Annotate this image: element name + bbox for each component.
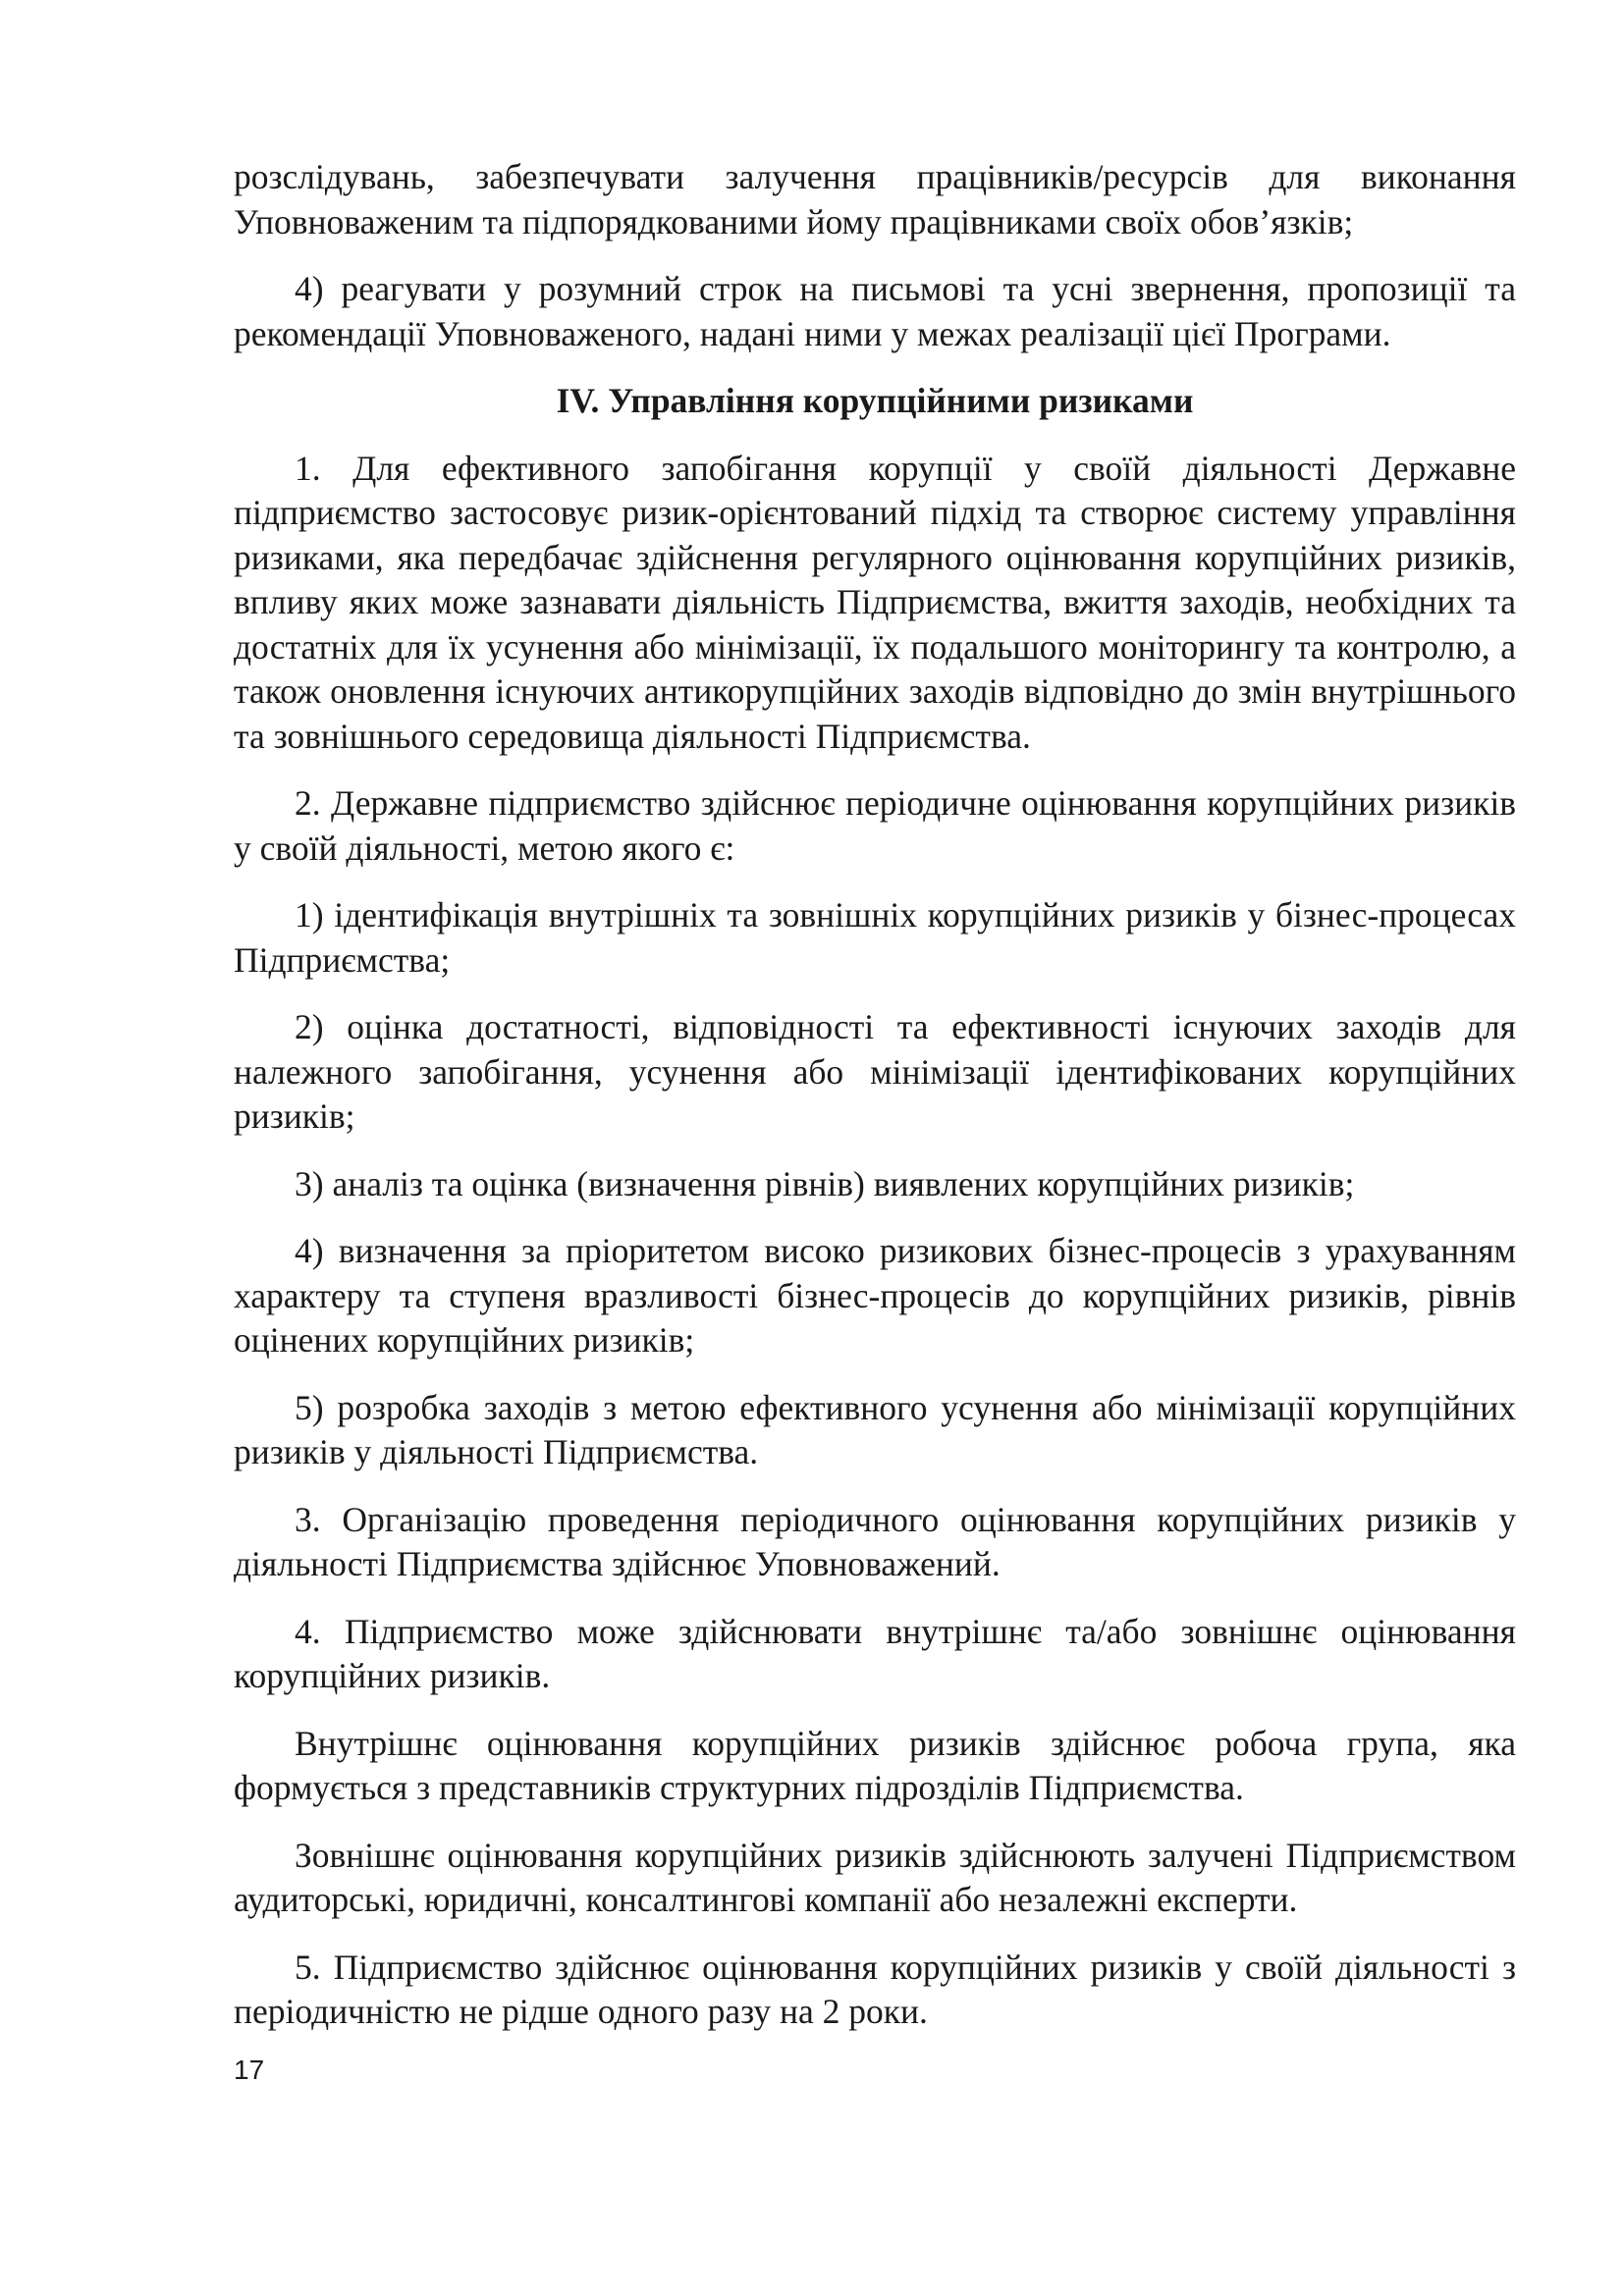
- section-paragraph-4: 4. Підприємство може здійснювати внутрішнє та/або зовнішнє оцінювання корупційних ризиків.: [234, 1611, 1516, 1695]
- paragraph-item-4: 4) реагувати у розумний строк на письмові та усні звернення, пропозиції та рекомендації Уповноваженого, надані ними у межах реалізації цієї Програми.: [234, 269, 1516, 353]
- list-item-3: 3) аналіз та оцінка (визначення рівнів) виявлених корупційних ризиків;: [295, 1163, 1355, 1203]
- internal-assessment-paragraph: Внутрішнє оцінювання корупційних ризиків здійснює робоча група, яка формується з представників структурних підрозділів Підприємства.: [234, 1723, 1516, 1807]
- list-item-2: 2) оцінка достатності, відповідності та ефективності існуючих заходів для належного запобігання, усунення або мінімізації ідентифікованих корупційних ризиків;: [234, 1007, 1516, 1136]
- section-paragraph-1: 1. Для ефективного запобігання корупції у своїй діяльності Державне підприємство застосовує ризик-орієнтований підхід та створює систему управління ризиками, яка передбачає здійснення регулярного оцінювання корупційних ризиків, впливу яких може зазнавати діяльність Підприємства, вжиття заходів, необхідних та достатніх для їх усунення або мінімізації, їх подальшого моніторингу та контролю, а також оновлення існуючих антикорупційних заходів відповідно до змін внутрішнього та зовнішнього середовища діяльності Підприємства.: [234, 448, 1516, 756]
- list-item-5: 5) розробка заходів з метою ефективного усунення або мінімізації корупційних ризиків у діяльності Підприємства.: [234, 1387, 1516, 1471]
- list-item-4: 4) визначення за пріоритетом високо ризикових бізнес-процесів з урахуванням характеру та ступеня вразливості бізнес-процесів до корупційних ризиків, рівнів оцінених корупційних ризиків;: [234, 1231, 1516, 1360]
- section-paragraph-2: 2. Державне підприємство здійснює періодичне оцінювання корупційних ризиків у своїй діяльності, метою якого є:: [234, 783, 1516, 868]
- list-item-1: 1) ідентифікація внутрішніх та зовнішніх корупційних ризиків у бізнес-процесах Підприємства;: [234, 895, 1516, 980]
- continuation-paragraph: розслідувань, забезпечувати залучення працівників/ресурсів для виконання Уповноваженим та підпорядкованими йому працівниками своїх обов’язків;: [234, 157, 1516, 241]
- section-paragraph-5: 5. Підприємство здійснює оцінювання корупційних ризиків у своїй діяльності з періодичністю не рідше одного разу на 2 роки.: [234, 1947, 1516, 2031]
- external-assessment-paragraph: Зовнішнє оцінювання корупційних ризиків здійснюють залучені Підприємством аудиторські, юридичні, консалтингові компанії або незалежні експерти.: [234, 1835, 1516, 1919]
- page-number: 17: [234, 2055, 265, 2085]
- section-paragraph-3: 3. Організацію проведення періодичного оцінювання корупційних ризиків у діяльності Підприємства здійснює Уповноважений.: [234, 1499, 1516, 1583]
- section-heading: IV. Управління корупційними ризиками: [556, 381, 1194, 420]
- document-page: [234, 155, 1516, 2057]
